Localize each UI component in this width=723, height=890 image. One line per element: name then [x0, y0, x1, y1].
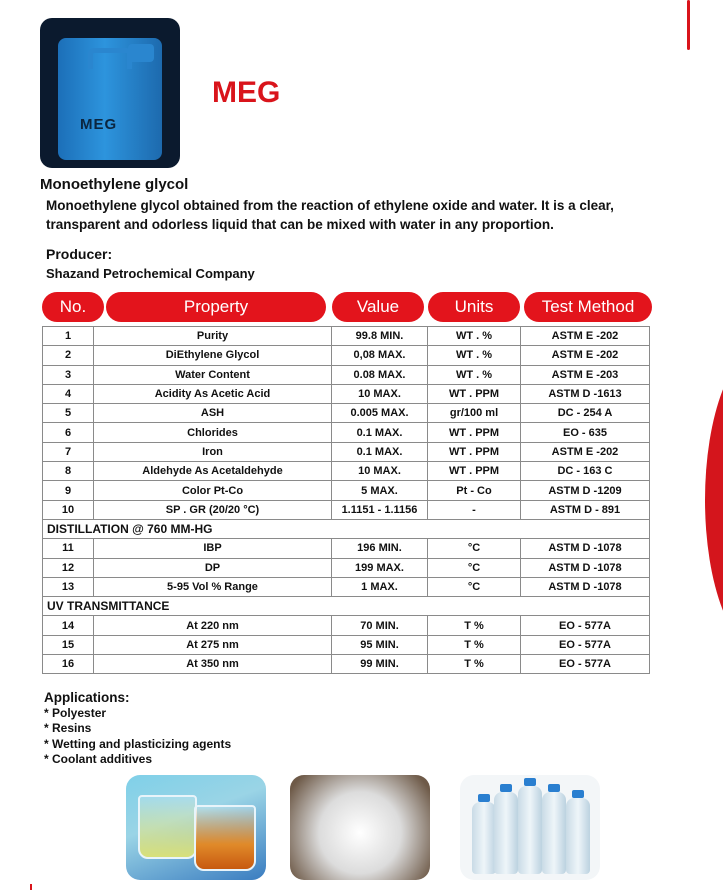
cell-value: 70 MIN. — [332, 616, 428, 635]
jerrycan-label: MEG — [80, 116, 118, 133]
pet-bottles-photo — [460, 775, 600, 880]
cell-property: At 275 nm — [94, 635, 332, 654]
properties-table — [42, 326, 650, 674]
cell-test-method: EO - 577A — [521, 635, 650, 654]
cell-no: 12 — [43, 558, 94, 577]
cell-no: 7 — [43, 442, 94, 461]
cell-property: Acidity As Acetic Acid — [94, 384, 332, 403]
cell-units: Pt - Co — [428, 481, 521, 500]
decorative-red-arc — [705, 345, 723, 655]
cell-units: WT . % — [428, 327, 521, 346]
cell-property: Chlorides — [94, 423, 332, 442]
cell-test-method: ASTM E -202 — [521, 442, 650, 461]
cell-test-method: ASTM D -1209 — [521, 481, 650, 500]
section-label: DISTILLATION @ 760 MM-HG — [43, 519, 650, 538]
jerrycan-icon — [58, 38, 162, 160]
polyester-flakes-photo — [290, 775, 430, 880]
bottle-icon — [566, 798, 590, 874]
cell-test-method: ASTM E -202 — [521, 346, 650, 365]
cell-units: T % — [428, 635, 521, 654]
cell-no: 6 — [43, 423, 94, 442]
cell-no: 1 — [43, 327, 94, 346]
cell-units: °C — [428, 577, 521, 596]
cell-value: 95 MIN. — [332, 635, 428, 654]
beaker-icon — [138, 795, 197, 859]
cell-value: 0,08 MAX. — [332, 346, 428, 365]
page-title: MEG — [212, 76, 281, 109]
table-row — [43, 539, 650, 558]
table-row — [43, 481, 650, 500]
cell-value: 199 MAX. — [332, 558, 428, 577]
table-row — [43, 384, 650, 403]
cell-no: 5 — [43, 404, 94, 423]
cell-value: 10 MAX. — [332, 462, 428, 481]
cell-test-method: ASTM D -1613 — [521, 384, 650, 403]
applications — [44, 690, 231, 768]
list-item: * Wetting and plasticizing agents — [44, 736, 232, 751]
cell-units: WT . PPM — [428, 423, 521, 442]
product-description: Monoethylene glycol obtained from the reaction of ethylene oxide and water. It is a clear, transparent and odorless liquid that can be mixed with water in any proportion. — [46, 198, 614, 232]
cell-value: 99.8 MIN. — [332, 327, 428, 346]
section-label: UV TRANSMITTANCE — [43, 597, 650, 616]
cell-value: 5 MAX. — [332, 481, 428, 500]
list-item: * Resins — [44, 721, 92, 735]
table-row — [43, 365, 650, 384]
coolant-beakers-photo — [126, 775, 266, 880]
list-item: * Polyester — [44, 705, 107, 720]
table-row — [43, 462, 650, 481]
cell-test-method: ASTM D -1078 — [521, 539, 650, 558]
cell-property: At 350 nm — [94, 655, 332, 674]
cell-units: - — [428, 500, 521, 519]
cell-test-method: EO - 635 — [521, 423, 650, 442]
list-item: * Coolant additives — [44, 752, 153, 766]
table-row — [43, 442, 650, 461]
cell-property: Color Pt-Co — [94, 481, 332, 500]
jerrycan-cap — [128, 44, 154, 62]
bottle-icon — [542, 792, 566, 874]
cell-property: ASH — [94, 404, 332, 423]
cell-value: 0.1 MAX. — [332, 442, 428, 461]
cell-test-method: ASTM D -1078 — [521, 577, 650, 596]
cell-units: gr/100 ml — [428, 404, 521, 423]
header-units: Units — [428, 292, 520, 322]
decorative-red-line — [30, 884, 32, 890]
table-row — [43, 404, 650, 423]
cell-test-method: EO - 577A — [521, 616, 650, 635]
table-row — [43, 327, 650, 346]
cell-property: At 220 nm — [94, 616, 332, 635]
producer-label: Producer: — [46, 246, 113, 262]
cell-property: Purity — [94, 327, 332, 346]
cell-test-method: ASTM E -202 — [521, 327, 650, 346]
cell-test-method: EO - 577A — [521, 655, 650, 674]
cell-no: 16 — [43, 655, 94, 674]
table-row — [43, 616, 650, 635]
header-test-method: Test Method — [524, 292, 652, 322]
cell-value: 10 MAX. — [332, 384, 428, 403]
table-row — [43, 635, 650, 654]
cell-test-method: ASTM D -1078 — [521, 558, 650, 577]
cell-units: WT . % — [428, 346, 521, 365]
section-row-distillation — [43, 519, 650, 538]
cell-property: DP — [94, 558, 332, 577]
producer-name: Shazand Petrochemical Company — [46, 266, 255, 281]
cell-no: 15 — [43, 635, 94, 654]
cell-test-method: ASTM E -203 — [521, 365, 650, 384]
header-property: Property — [106, 292, 326, 322]
cell-no: 11 — [43, 539, 94, 558]
cell-value: 0.1 MAX. — [332, 423, 428, 442]
jerrycan-handle — [88, 48, 132, 69]
cell-no: 14 — [43, 616, 94, 635]
bottle-icon — [472, 802, 496, 874]
cell-units: °C — [428, 558, 521, 577]
decorative-red-line — [687, 0, 690, 50]
cell-units: WT . PPM — [428, 442, 521, 461]
cell-no: 2 — [43, 346, 94, 365]
table-row — [43, 655, 650, 674]
bottle-icon — [518, 786, 542, 874]
cell-no: 13 — [43, 577, 94, 596]
table-row — [43, 558, 650, 577]
cell-units: WT . % — [428, 365, 521, 384]
table-row — [43, 346, 650, 365]
cell-units: T % — [428, 616, 521, 635]
header-value: Value — [332, 292, 424, 322]
cell-test-method: DC - 163 C — [521, 462, 650, 481]
cell-value: 196 MIN. — [332, 539, 428, 558]
cell-property: Water Content — [94, 365, 332, 384]
bottle-icon — [494, 792, 518, 874]
cell-units: WT . PPM — [428, 384, 521, 403]
header-no: No. — [42, 292, 104, 322]
cell-units: °C — [428, 539, 521, 558]
cell-no: 9 — [43, 481, 94, 500]
cell-test-method: DC - 254 A — [521, 404, 650, 423]
table-row — [43, 577, 650, 596]
cell-value: 1.1151 - 1.1156 — [332, 500, 428, 519]
cell-no: 4 — [43, 384, 94, 403]
cell-units: T % — [428, 655, 521, 674]
cell-no: 3 — [43, 365, 94, 384]
applications-heading: Applications: — [44, 690, 130, 705]
cell-units: WT . PPM — [428, 462, 521, 481]
section-row-uv — [43, 597, 650, 616]
product-subtitle: Monoethylene glycol — [40, 176, 189, 193]
cell-no: 10 — [43, 500, 94, 519]
cell-test-method: ASTM D - 891 — [521, 500, 650, 519]
cell-property: DiEthylene Glycol — [94, 346, 332, 365]
cell-value: 1 MAX. — [332, 577, 428, 596]
cell-value: 99 MIN. — [332, 655, 428, 674]
beaker-icon — [194, 805, 256, 871]
cell-property: Iron — [94, 442, 332, 461]
cell-property: IBP — [94, 539, 332, 558]
table-row — [43, 423, 650, 442]
product-image — [40, 18, 180, 168]
cell-value: 0.005 MAX. — [332, 404, 428, 423]
cell-property: SP . GR (20/20 °C) — [94, 500, 332, 519]
cell-no: 8 — [43, 462, 94, 481]
table-row — [43, 500, 650, 519]
cell-property: 5-95 Vol % Range — [94, 577, 332, 596]
cell-value: 0.08 MAX. — [332, 365, 428, 384]
cell-property: Aldehyde As Acetaldehyde — [94, 462, 332, 481]
